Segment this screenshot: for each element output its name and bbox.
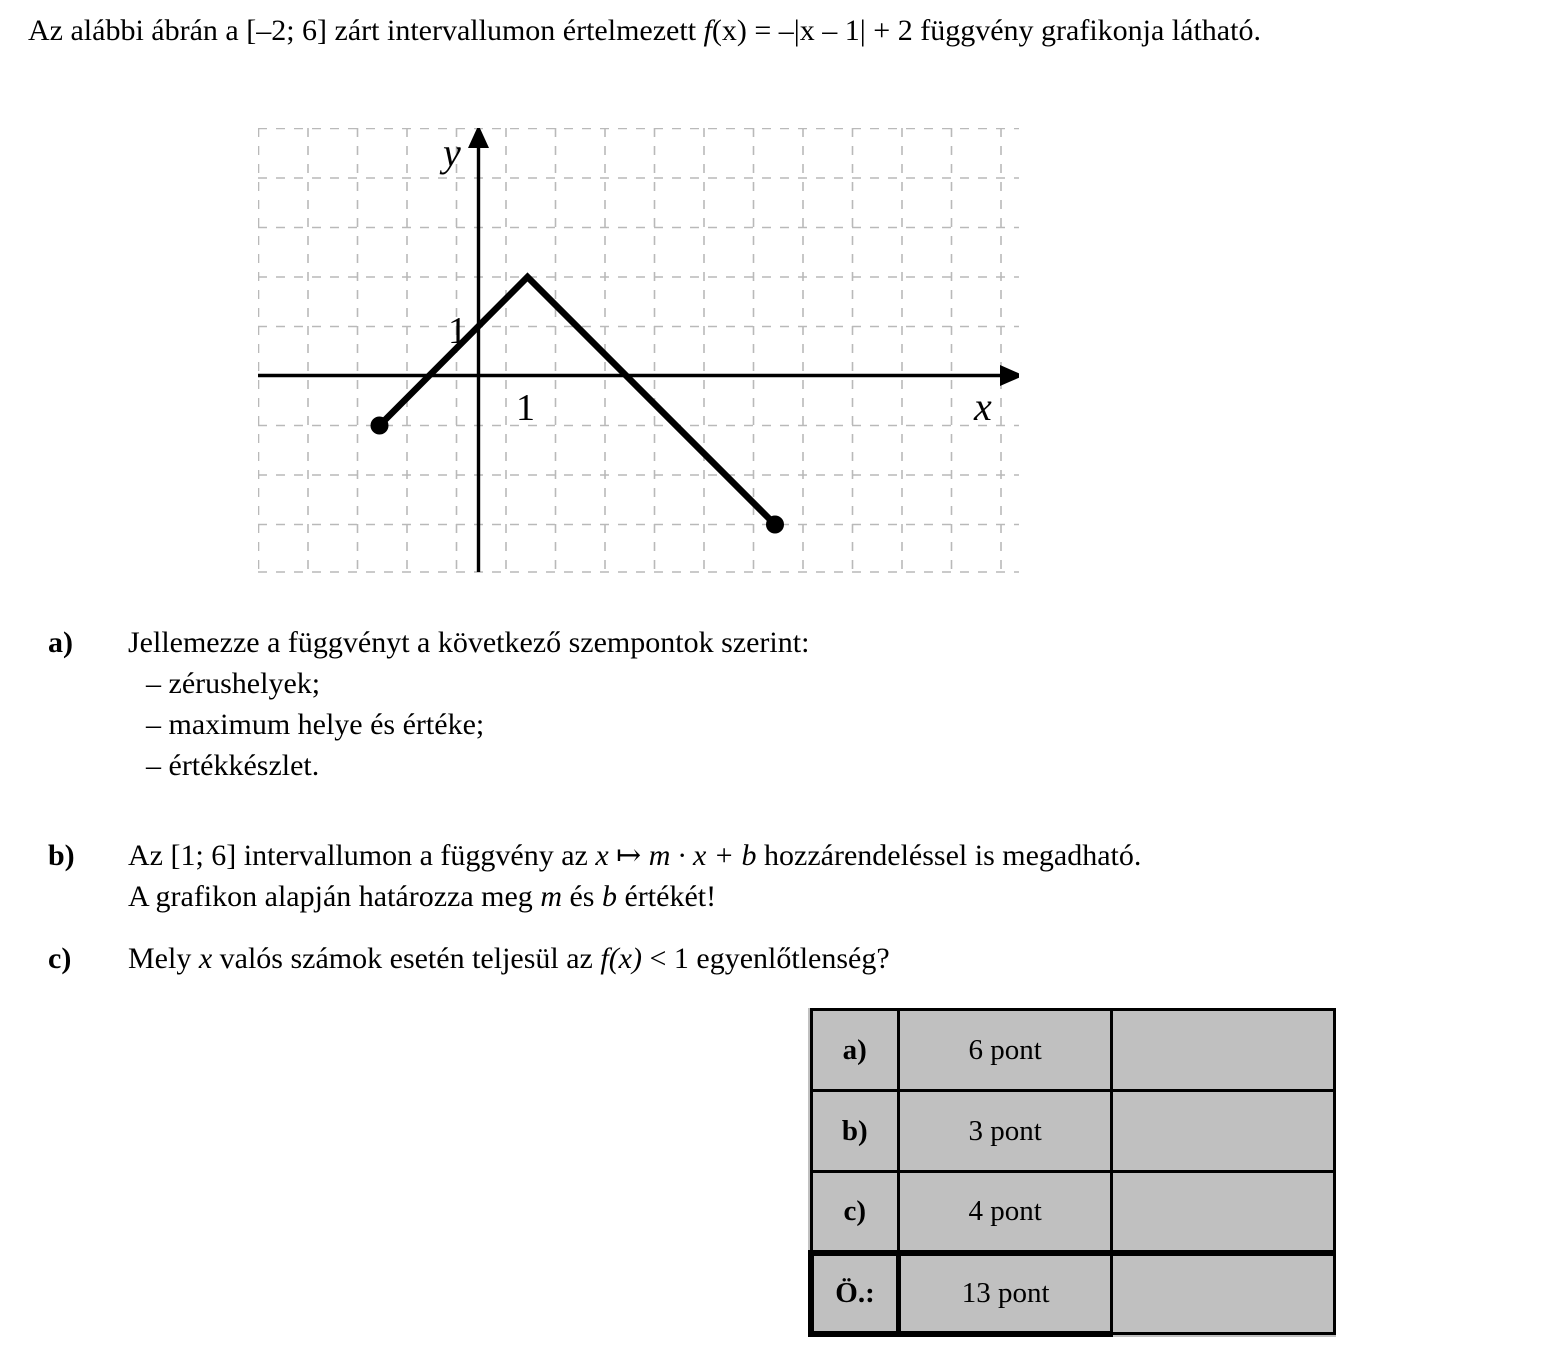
question-c-post: < 1 egyenlőtlenség?: [642, 942, 890, 975]
score-row-b-blank[interactable]: [1112, 1091, 1335, 1172]
table-row: [811, 1091, 1335, 1172]
table-row: [811, 1010, 1335, 1091]
score-row-c-blank[interactable]: [1112, 1172, 1335, 1253]
question-a-text: Jellemezze a függvényt a következő szempontok szerint:: [128, 626, 810, 659]
intro-text-part2: függvény grafikonja látható.: [920, 14, 1261, 47]
question-a-item-zeros: – zérushelyek;: [146, 667, 321, 700]
question-c-label: c): [48, 942, 72, 975]
left-endpoint-dot: [371, 417, 389, 435]
question-c: [48, 938, 1248, 979]
question-c-mid: valós számok esetén teljesül az: [212, 942, 601, 975]
table-row: [811, 1172, 1335, 1253]
score-total-label: Ö.:: [811, 1253, 899, 1334]
score-row-c-label: c): [811, 1172, 899, 1253]
score-row-a-points: 6 pont: [899, 1010, 1112, 1091]
question-b-line1: [128, 835, 1388, 876]
x-axis-label: x: [974, 384, 992, 429]
question-b-label: b): [48, 839, 75, 872]
question-a: [48, 622, 1048, 786]
y-axis: [468, 128, 489, 572]
question-c-pre: Mely: [128, 942, 199, 975]
right-endpoint-dot: [766, 516, 784, 534]
question-b-line1-pre: Az [1; 6] intervallumon a függvény az: [128, 839, 596, 872]
question-b-line2-pre: A grafikon alapján határozza meg: [128, 880, 541, 913]
question-a-item-maximum: – maximum helye és értéke;: [146, 708, 485, 741]
function-graph-figure: [258, 128, 1019, 573]
score-row-c-points: 4 pont: [899, 1172, 1112, 1253]
question-b-line2-post: értékét!: [616, 880, 717, 913]
question-b: [48, 835, 1388, 917]
y-axis-label: y: [443, 130, 461, 175]
question-c-text: [128, 938, 1248, 979]
score-row-a-label: a): [811, 1010, 899, 1091]
function-expression-fx: f(x): [600, 942, 642, 975]
variable-b: b: [601, 880, 617, 913]
score-total-blank[interactable]: [1112, 1253, 1335, 1334]
score-total-points: 13 pont: [899, 1253, 1112, 1334]
table-row-total: [811, 1253, 1335, 1334]
function-definition: (x) = –|x – 1| + 2: [711, 14, 921, 47]
score-table: [808, 1008, 1336, 1337]
function-curve: [380, 277, 776, 525]
score-row-a-blank[interactable]: [1112, 1010, 1335, 1091]
intro-paragraph: [28, 8, 1348, 53]
x-axis: [258, 365, 1019, 386]
score-row-b-points: 3 pont: [899, 1091, 1112, 1172]
function-symbol-f: f: [703, 14, 712, 47]
question-a-item-range: – értékkészlet.: [146, 749, 320, 782]
question-b-line1-post: hozzárendeléssel is megadható.: [756, 839, 1142, 872]
variable-x: x: [198, 942, 213, 975]
variable-m: m: [540, 880, 562, 913]
x-unit-tick-label: 1: [516, 387, 535, 429]
mapping-expression: x ↦ m · x + b: [595, 839, 757, 872]
question-b-line2: [128, 876, 1388, 917]
question-a-label: a): [48, 626, 73, 659]
y-unit-tick-label: 1: [448, 310, 467, 352]
intro-text-part1: Az alábbi ábrán a [–2; 6] zárt intervallumon értelmezett: [28, 14, 704, 47]
question-b-line2-mid: és: [561, 880, 602, 913]
grid-lines: [258, 128, 1019, 573]
score-row-b-label: b): [811, 1091, 899, 1172]
